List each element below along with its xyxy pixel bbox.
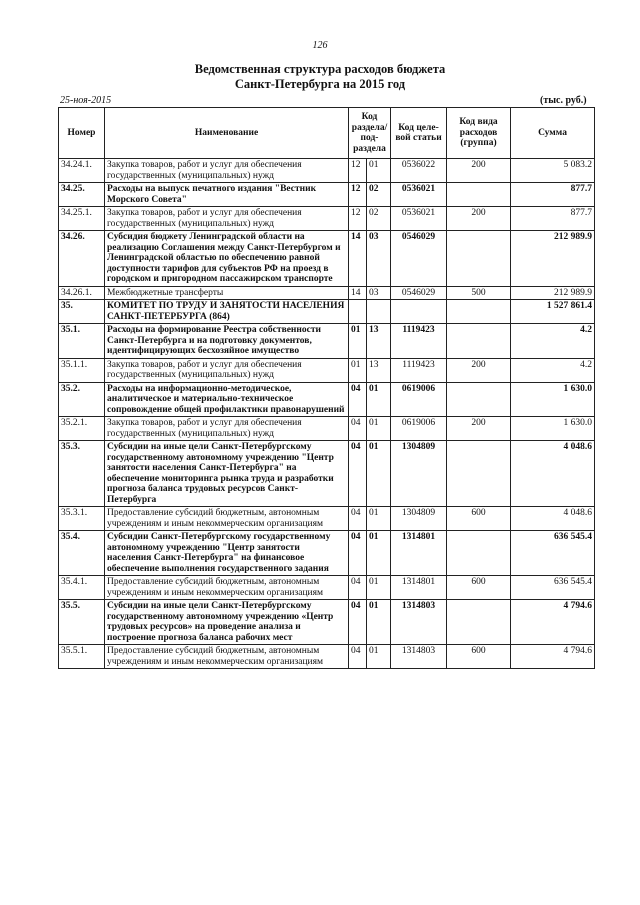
row-article: 0536021 xyxy=(391,183,447,207)
header-number: Номер xyxy=(59,108,105,159)
row-section: 12 xyxy=(349,183,367,207)
row-type xyxy=(447,324,511,359)
row-number: 35.2. xyxy=(59,382,105,417)
row-number: 34.25. xyxy=(59,183,105,207)
row-type: 200 xyxy=(447,159,511,183)
table-row xyxy=(59,286,595,300)
row-name: Субсидия бюджету Ленинградской области на реализацию Соглашения между Санкт-Петербургом и Ленинградской областью по обеспечению равной доступности тарифов для субъектов РФ на проезд в городском и пригородном пассажирском транспорте xyxy=(105,231,349,287)
header-name: Наименование xyxy=(105,108,349,159)
row-name: Закупка товаров, работ и услуг для обеспечения государственных (муниципальных) нужд xyxy=(105,358,349,382)
row-name: Расходы на информационно-методическое, аналитическое и материально-техническое сопровождение общей профилактики правонарушений xyxy=(105,382,349,417)
row-section: 04 xyxy=(349,417,367,441)
table-row xyxy=(59,531,595,576)
title-line-2: Санкт-Петербурга на 2015 год xyxy=(234,77,406,91)
row-article: 1119423 xyxy=(391,324,447,359)
table-row xyxy=(59,507,595,531)
row-subsection xyxy=(367,300,391,324)
row-sum: 636 545.4 xyxy=(511,576,595,600)
row-section: 04 xyxy=(349,382,367,417)
row-number: 34.26. xyxy=(59,231,105,287)
row-name: Межбюджетные трансферты xyxy=(105,286,349,300)
row-type xyxy=(447,231,511,287)
row-section: 01 xyxy=(349,324,367,359)
row-sum: 4.2 xyxy=(511,324,595,359)
budget-table xyxy=(58,107,595,669)
row-article: 1119423 xyxy=(391,358,447,382)
row-article: 0619006 xyxy=(391,382,447,417)
row-name: Субсидии на иные цели Санкт-Петербургскому государственному автономному учреждению "Центр занятости населения Санкт-Петербурга" на обеспечение мониторинга рынка труда и разработки прогноза баланса трудовых ресурсов Санкт-Петербурга xyxy=(105,441,349,507)
table-row xyxy=(59,382,595,417)
row-article: 0619006 xyxy=(391,417,447,441)
row-sum: 4 794.6 xyxy=(511,645,595,669)
row-number: 35. xyxy=(59,300,105,324)
row-article: 1314803 xyxy=(391,600,447,645)
row-section: 04 xyxy=(349,645,367,669)
row-subsection: 01 xyxy=(367,645,391,669)
table-row xyxy=(59,417,595,441)
row-number: 35.1. xyxy=(59,324,105,359)
row-subsection: 01 xyxy=(367,531,391,576)
page-number: 126 xyxy=(312,40,328,51)
row-name: КОМИТЕТ ПО ТРУДУ И ЗАНЯТОСТИ НАСЕЛЕНИЯ САНКТ-ПЕТЕРБУРГА (864) xyxy=(105,300,349,324)
row-type xyxy=(447,300,511,324)
row-subsection: 03 xyxy=(367,286,391,300)
row-type xyxy=(447,441,511,507)
row-sum: 212 989.9 xyxy=(511,231,595,287)
row-section: 04 xyxy=(349,531,367,576)
row-type: 200 xyxy=(447,417,511,441)
row-section: 04 xyxy=(349,600,367,645)
row-section: 04 xyxy=(349,441,367,507)
row-sum: 636 545.4 xyxy=(511,531,595,576)
row-sum: 1 630.0 xyxy=(511,417,595,441)
row-section: 12 xyxy=(349,159,367,183)
row-name: Субсидии на иные цели Санкт-Петербургскому государственному автономному учреждению «Центр трудовых ресурсов» на проведение анализа и построение прогноза баланса рабочих мест xyxy=(105,600,349,645)
row-article: 0536021 xyxy=(391,207,447,231)
header-article: Код целе-вой статьи xyxy=(391,108,447,159)
row-type xyxy=(447,382,511,417)
row-sum: 5 083.2 xyxy=(511,159,595,183)
row-name: Закупка товаров, работ и услуг для обеспечения государственных (муниципальных) нужд xyxy=(105,159,349,183)
title-line-1: Ведомственная структура расходов бюджета xyxy=(194,62,446,76)
row-subsection: 02 xyxy=(367,207,391,231)
row-sum: 4 048.6 xyxy=(511,441,595,507)
row-number: 34.26.1. xyxy=(59,286,105,300)
table-row xyxy=(59,645,595,669)
table-row xyxy=(59,576,595,600)
row-name: Закупка товаров, работ и услуг для обеспечения государственных (муниципальных) нужд xyxy=(105,207,349,231)
units-label: (тыс. руб.) xyxy=(540,95,587,106)
row-subsection: 01 xyxy=(367,600,391,645)
row-number: 35.2.1. xyxy=(59,417,105,441)
row-article: 0546029 xyxy=(391,231,447,287)
table-row xyxy=(59,600,595,645)
row-section: 12 xyxy=(349,207,367,231)
row-article: 1314801 xyxy=(391,531,447,576)
table-row xyxy=(59,300,595,324)
row-number: 35.4. xyxy=(59,531,105,576)
report-date: 25-ноя-2015 xyxy=(60,95,112,106)
row-article: 1314803 xyxy=(391,645,447,669)
table-row xyxy=(59,183,595,207)
row-number: 34.25.1. xyxy=(59,207,105,231)
row-type: 200 xyxy=(447,358,511,382)
row-number: 34.24.1. xyxy=(59,159,105,183)
row-subsection: 13 xyxy=(367,324,391,359)
row-number: 35.1.1. xyxy=(59,358,105,382)
row-article: 0536022 xyxy=(391,159,447,183)
row-sum: 4.2 xyxy=(511,358,595,382)
header-sum: Сумма xyxy=(511,108,595,159)
row-name: Расходы на формирование Реестра собственности Санкт-Петербурга и на подготовку документов, идентифицирующих бесхозяйное имущество xyxy=(105,324,349,359)
row-sum: 1 630.0 xyxy=(511,382,595,417)
row-type xyxy=(447,600,511,645)
row-subsection: 02 xyxy=(367,183,391,207)
header-section: Код раздела/ под-раздела xyxy=(349,108,391,159)
row-subsection: 01 xyxy=(367,417,391,441)
row-sum: 4 794.6 xyxy=(511,600,595,645)
row-number: 35.4.1. xyxy=(59,576,105,600)
row-name: Расходы на выпуск печатного издания "Вестник Морского Совета" xyxy=(105,183,349,207)
row-article: 1314801 xyxy=(391,576,447,600)
row-type: 200 xyxy=(447,207,511,231)
page-title xyxy=(0,62,640,92)
table-row xyxy=(59,324,595,359)
row-section xyxy=(349,300,367,324)
row-sum: 212 989.9 xyxy=(511,286,595,300)
row-number: 35.3. xyxy=(59,441,105,507)
row-section: 01 xyxy=(349,358,367,382)
header-type: Код вида расходов (группа) xyxy=(447,108,511,159)
row-section: 04 xyxy=(349,507,367,531)
row-subsection: 01 xyxy=(367,507,391,531)
row-type xyxy=(447,183,511,207)
row-subsection: 13 xyxy=(367,358,391,382)
row-article xyxy=(391,300,447,324)
row-section: 14 xyxy=(349,231,367,287)
table-row xyxy=(59,358,595,382)
row-name: Предоставление субсидий бюджетным, автономным учреждениям и иным некоммерческим организациям xyxy=(105,507,349,531)
row-article: 0546029 xyxy=(391,286,447,300)
table-row xyxy=(59,207,595,231)
table-body xyxy=(59,159,595,669)
row-name: Закупка товаров, работ и услуг для обеспечения государственных (муниципальных) нужд xyxy=(105,417,349,441)
row-sum: 877.7 xyxy=(511,183,595,207)
row-section: 04 xyxy=(349,576,367,600)
table-header-row xyxy=(59,108,595,159)
row-sum: 4 048.6 xyxy=(511,507,595,531)
row-article: 1304809 xyxy=(391,441,447,507)
row-name: Предоставление субсидий бюджетным, автономным учреждениям и иным некоммерческим организациям xyxy=(105,645,349,669)
row-subsection: 01 xyxy=(367,382,391,417)
row-name: Субсидии Санкт-Петербургскому государственному автономному учреждению "Центр занятости населения Санкт-Петербурга" на финансовое обеспечение выполнения государственного задания xyxy=(105,531,349,576)
row-sum: 877.7 xyxy=(511,207,595,231)
row-type: 600 xyxy=(447,507,511,531)
row-type: 600 xyxy=(447,576,511,600)
row-number: 35.3.1. xyxy=(59,507,105,531)
row-type xyxy=(447,531,511,576)
table-row xyxy=(59,159,595,183)
row-subsection: 01 xyxy=(367,576,391,600)
row-sum: 1 527 861.4 xyxy=(511,300,595,324)
row-article: 1304809 xyxy=(391,507,447,531)
row-name: Предоставление субсидий бюджетным, автономным учреждениям и иным некоммерческим организациям xyxy=(105,576,349,600)
row-section: 14 xyxy=(349,286,367,300)
row-subsection: 01 xyxy=(367,159,391,183)
row-subsection: 01 xyxy=(367,441,391,507)
row-type: 500 xyxy=(447,286,511,300)
row-number: 35.5.1. xyxy=(59,645,105,669)
row-type: 600 xyxy=(447,645,511,669)
row-subsection: 03 xyxy=(367,231,391,287)
row-number: 35.5. xyxy=(59,600,105,645)
table-row xyxy=(59,441,595,507)
table-row xyxy=(59,231,595,287)
